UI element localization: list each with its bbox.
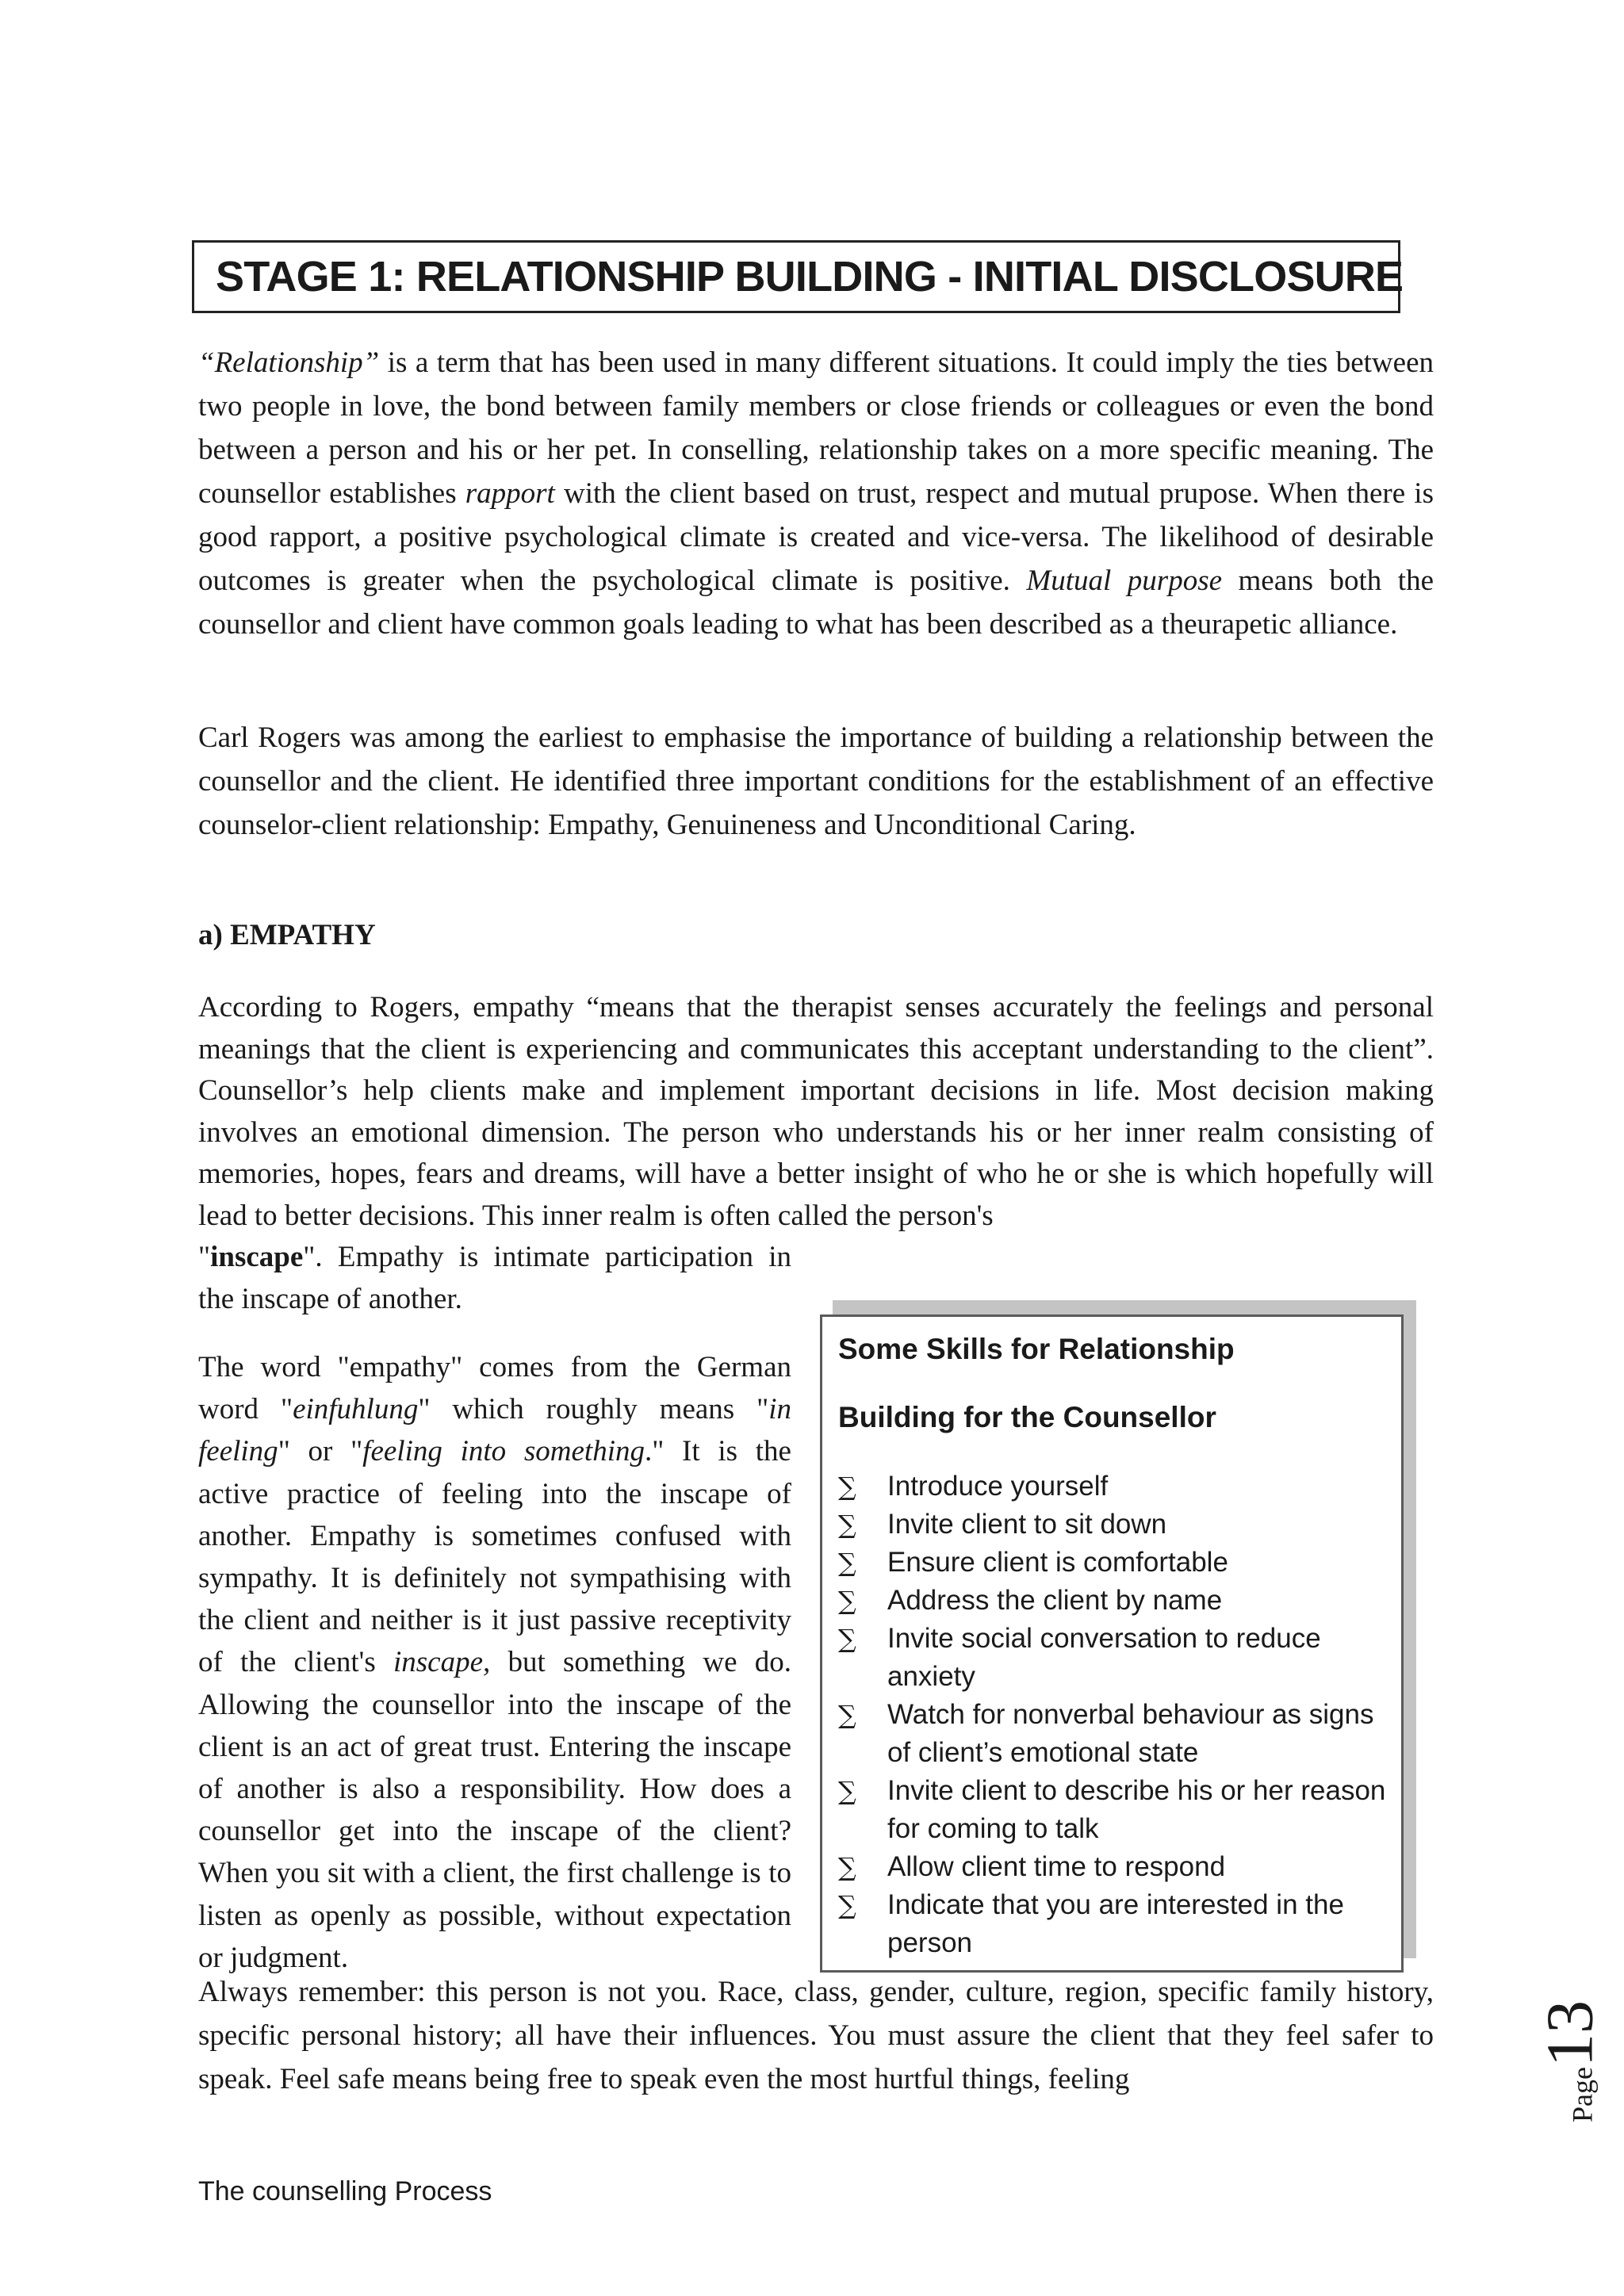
paragraph-empathy-origin — [198, 1346, 791, 1979]
page-number — [1522, 1966, 1618, 2156]
footer-text: The counselling Process — [198, 2176, 492, 2206]
paragraph-relationship — [198, 341, 1434, 646]
paragraph-remember: Always remember: this person is not you. Race, class, gender, culture, region, specific family history, specific personal history; all have their influences. You must assure the client that they feel safer to speak. Feel safe means being free to speak even the most hurtful things, feeling — [198, 1976, 1434, 2095]
text-run: means both the counsellor and client have common goals leading to what has been described as a theurapetic alliance. — [198, 564, 1434, 641]
stage-title: STAGE 1: RELATIONSHIP BUILDING - INITIAL DISCLOSURE — [192, 240, 1400, 313]
text-run: The word "empathy" comes from the German word " — [198, 1351, 791, 1426]
paragraph-empathy-definition: According to Rogers, empathy “means that the therapist senses accurately the feelings and personal meanings that the client is experiencing and communicates this acceptant understanding to the client”. Counsellor’s help clients make and implement important decisions in life. Most decision making involves an emotional dimension. The person who understands his or her inner realm consisting of memories, hopes, fears and dreams, will have a better insight of who he or she is which hopefully will lead to better decisions. This inner realm is often called the person's — [198, 991, 1434, 1232]
sigma-bullet-icon: ∑ — [838, 1586, 856, 1616]
skill-item-text: Address the client by name — [887, 1585, 1223, 1616]
skill-item — [822, 1620, 1406, 1696]
skill-item — [822, 1506, 1406, 1544]
sigma-bullet-icon: ∑ — [838, 1700, 856, 1730]
skill-item — [822, 1886, 1406, 1962]
skill-item-text: Invite client to sit down — [887, 1509, 1167, 1540]
sigma-bullet-icon: ∑ — [838, 1548, 856, 1578]
text-run: ". Empathy is intimate participation in the inscape of another. — [198, 1241, 791, 1315]
skills-box-title-line1: Some Skills for Relationship — [838, 1333, 1235, 1365]
skill-item — [822, 1696, 1406, 1772]
text-run: Mutual purpose — [1026, 564, 1223, 597]
text-run: " or " — [278, 1435, 363, 1468]
text-run: in feeling — [198, 1393, 791, 1468]
skill-item-text: Invite social conversation to reduce anxiety — [887, 1623, 1321, 1692]
sigma-bullet-icon: ∑ — [838, 1624, 856, 1654]
sigma-bullet-icon: ∑ — [838, 1471, 856, 1502]
sigma-bullet-icon: ∑ — [838, 1890, 856, 1920]
skill-item — [822, 1772, 1406, 1848]
text-run: feeling into something — [362, 1435, 645, 1468]
skill-item-text: Ensure client is comfortable — [887, 1547, 1228, 1578]
text-run: inscape, — [393, 1646, 491, 1679]
text-run: but something we do. Allowing the counsellor into the inscape of the client is an act of great trust. Entering the inscape of another is also a responsibility. How does a counsellor get into the inscape of the client? When you sit with a client, the first challenge is to listen as openly as possible, without expectation or judgment. — [198, 1646, 791, 1974]
text-run: " which roughly means " — [418, 1393, 769, 1426]
text-run: inscape — [210, 1241, 304, 1273]
sigma-bullet-icon: ∑ — [838, 1852, 856, 1882]
text-run: ." It is the active practice of feeling into the inscape of another. Empathy is sometimes confused with sympathy. It is definitely not sympathising with the client and neither is it just passive receptivity of the client's — [198, 1435, 791, 1679]
skill-item — [822, 1544, 1406, 1582]
sigma-bullet-icon: ∑ — [838, 1776, 856, 1806]
skill-item-text: Watch for nonverbal behaviour as signs of client’s emotional state — [887, 1699, 1374, 1768]
skills-list — [822, 1468, 1406, 1962]
text-run: is a term that has been used in many different situations. It could imply the ties between two people in love, the bond between family members or close friends or colleagues or even the bond between a person and his or her pet. In conselling, relationship takes on a more specific meaning. The counsellor establishes — [198, 346, 1434, 510]
paragraph-inscape — [198, 1237, 791, 1320]
page-label: Page — [1566, 2067, 1599, 2122]
skill-item — [822, 1582, 1406, 1620]
text-run: rapport — [465, 477, 555, 510]
skill-item-text: Introduce yourself — [887, 1471, 1109, 1502]
skill-item-text: Invite client to describe his or her reason for coming to talk — [887, 1775, 1386, 1844]
text-run: “Relationship” — [198, 346, 380, 379]
text-run: " — [198, 1241, 211, 1273]
skills-box — [820, 1314, 1404, 1973]
section-heading-empathy: a) EMPATHY — [198, 919, 376, 951]
skills-box-title-line2: Building for the Counsellor — [838, 1401, 1216, 1433]
skill-item-text: Indicate that you are interested in the person — [887, 1889, 1344, 1958]
text-run: with the client based on trust, respect and mutual prupose. When there is good rapport, a positive psychological climate is created and vice-versa. The likelihood of desirable outcomes is greater when the psychological climate is positive. — [198, 477, 1434, 597]
sigma-bullet-icon: ∑ — [838, 1510, 856, 1540]
page-number-value: 13 — [1533, 2000, 1607, 2068]
skill-item — [822, 1468, 1406, 1506]
skill-item — [822, 1848, 1406, 1886]
skill-item-text: Allow client time to respond — [887, 1851, 1226, 1882]
paragraph-carl-rogers: Carl Rogers was among the earliest to emphasise the importance of building a relationship between the counsellor and the client. He identified three important conditions for the establishment of an effective counselor-client relationship: Empathy, Genuineness and Unconditional Caring. — [198, 721, 1434, 841]
text-run: einfuhlung — [293, 1393, 419, 1426]
